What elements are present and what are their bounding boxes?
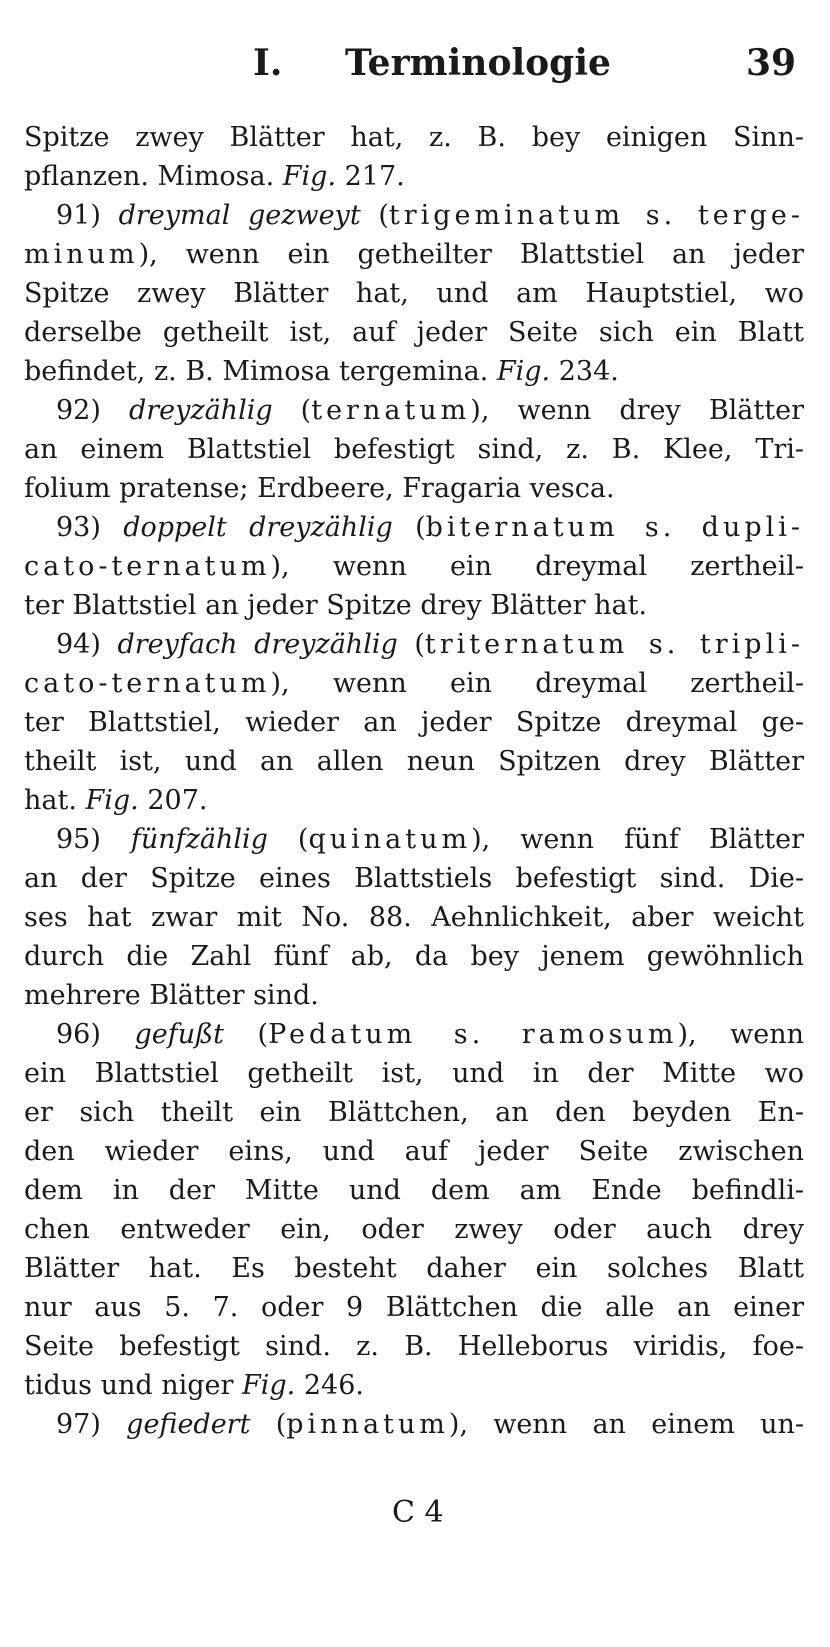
text-run: 97) [56,1409,127,1440]
text-run: derselbe getheilt ist, auf jeder Seite sich ein Blatt [24,317,804,348]
text-run: 207. [138,785,208,816]
text-run: 95) [56,824,131,855]
text-run: folium pratense; Erdbeere, Fragaria vesca. [24,473,615,504]
text-line [24,1288,804,1327]
text-line [24,1132,804,1171]
text-line [24,664,804,703]
text-run: theilt ist, und an allen neun Spitzen drey Blätter [24,746,804,777]
text-run: befindet, z. B. Mimosa tergemina. [24,356,497,387]
text-run: ( [360,200,389,231]
text-run: ses hat zwar mit No. 88. Aehnlichkeit, aber weicht [24,902,804,933]
text-line [24,1093,804,1132]
text-line [24,1249,804,1288]
latin-term: minum [24,239,139,270]
text-run: chen entweder ein, oder zwey oder auch drey [24,1214,804,1245]
text-run: 234. [550,356,619,387]
latin-term: quinatum [308,824,472,855]
text-run: Seite befestigt sind. z. B. Helleborus viridis, foe- [24,1331,804,1362]
text-line [24,274,804,313]
text-run: 91) [56,200,119,231]
latin-term: cato-ternatum [24,551,271,582]
text-run: den wieder eins, und auf jeder Seite zwischen [24,1136,804,1167]
latin-term: triternatum s. tripli- [424,629,804,660]
text-line [24,976,804,1015]
text-run: ( [272,395,312,426]
running-header [0,42,830,92]
text-run: tidus und niger [24,1370,243,1401]
text-run: ( [397,629,425,660]
text-line [24,235,804,274]
text-line [24,196,804,235]
text-line [24,1405,804,1444]
italic-term: dreyfach dreyzählig [117,629,398,660]
text-line [24,508,804,547]
italic-term: Fig. [85,785,139,816]
text-line [24,586,804,625]
text-run: hat. [24,785,86,816]
text-line [24,703,804,742]
text-run: pflanzen. Mimosa. [24,161,283,192]
text-run: ( [267,824,309,855]
text-run: 94) [56,629,118,660]
text-run: ), wenn [677,1019,804,1050]
text-run: ), wenn an einem un- [448,1409,804,1440]
text-run: ein Blattstiel getheilt ist, und in der Mitte wo [24,1058,804,1089]
latin-term: ternatum [311,395,471,426]
text-run: ( [250,1409,287,1440]
italic-term: doppelt dreyzählig [123,512,393,543]
text-line [24,625,804,664]
text-run: 92) [56,395,129,426]
running-title: Terminologie [345,42,611,84]
italic-term: Fig. [496,356,551,387]
text-run: ter Blattstiel an jeder Spitze drey Blätter hat. [24,590,648,621]
signature-mark: C 4 [392,1495,444,1530]
text-line [24,781,804,820]
page-number: 39 [746,42,797,84]
italic-term: Fig. [282,161,337,192]
body-text [24,118,804,1444]
italic-term: gefußt [134,1019,224,1050]
text-line [24,469,804,508]
text-line [24,898,804,937]
text-run: dem in der Mitte und dem am Ende befindli- [24,1175,804,1206]
text-line [24,1015,804,1054]
text-run: ( [223,1019,269,1050]
latin-term: biternatum s. dupli- [425,512,804,543]
italic-term: Fig. [242,1370,296,1401]
text-line [24,937,804,976]
text-run: an der Spitze eines Blattstiels befestigt sind. Die- [24,863,804,894]
latin-term: cato-ternatum [24,668,271,699]
text-run: Blätter hat. Es besteht daher ein solches Blatt [24,1253,804,1284]
text-run: nur aus 5. 7. oder 9 Blättchen die alle an einer [24,1292,804,1323]
text-line [24,118,804,157]
text-run: Spitze zwey Blätter hat, z. B. bey einigen Sinn- [24,122,804,153]
latin-term: Pedatum s. ramosum [268,1019,678,1050]
text-run: er sich theilt ein Blättchen, an den beyden En- [24,1097,804,1128]
text-line [24,1366,804,1405]
italic-term: fünfzählig [130,824,268,855]
text-line [24,430,804,469]
text-run: ), wenn fünf Blätter [471,824,804,855]
text-line [24,1171,804,1210]
text-line [24,1054,804,1093]
text-run: ter Blattstiel, wieder an jeder Spitze dreymal ge- [24,707,804,738]
text-run: ), wenn ein dreymal zertheil- [270,551,804,582]
text-line [24,1327,804,1366]
section-number: I. [253,42,283,84]
text-line [24,859,804,898]
italic-term: gefiedert [126,1409,251,1440]
text-line [24,820,804,859]
text-line [24,157,804,196]
text-line [24,391,804,430]
text-run: 96) [56,1019,135,1050]
text-run: Spitze zwey Blätter hat, und am Hauptstiel, wo [24,278,804,309]
text-line [24,352,804,391]
text-run: 217. [336,161,405,192]
latin-term: pinnatum [286,1409,449,1440]
text-run: 246. [295,1370,364,1401]
text-run: an einem Blattstiel befestigt sind, z. B. Klee, Tri- [24,434,804,465]
text-run: ), wenn ein dreymal zertheil- [270,668,804,699]
text-run: ( [392,512,426,543]
text-run: ), wenn ein getheilter Blattstiel an jeder [138,239,804,270]
text-line [24,547,804,586]
italic-term: dreyzählig [128,395,273,426]
text-run: ), wenn drey Blätter [470,395,804,426]
text-run: 93) [56,512,124,543]
text-run: durch die Zahl fünf ab, da bey jenem gewöhnlich [24,941,804,972]
text-run: mehrere Blätter sind. [24,980,319,1011]
italic-term: dreymal gezweyt [118,200,361,231]
latin-term: trigeminatum s. terge- [388,200,804,231]
text-line [24,742,804,781]
text-line [24,1210,804,1249]
text-line [24,313,804,352]
